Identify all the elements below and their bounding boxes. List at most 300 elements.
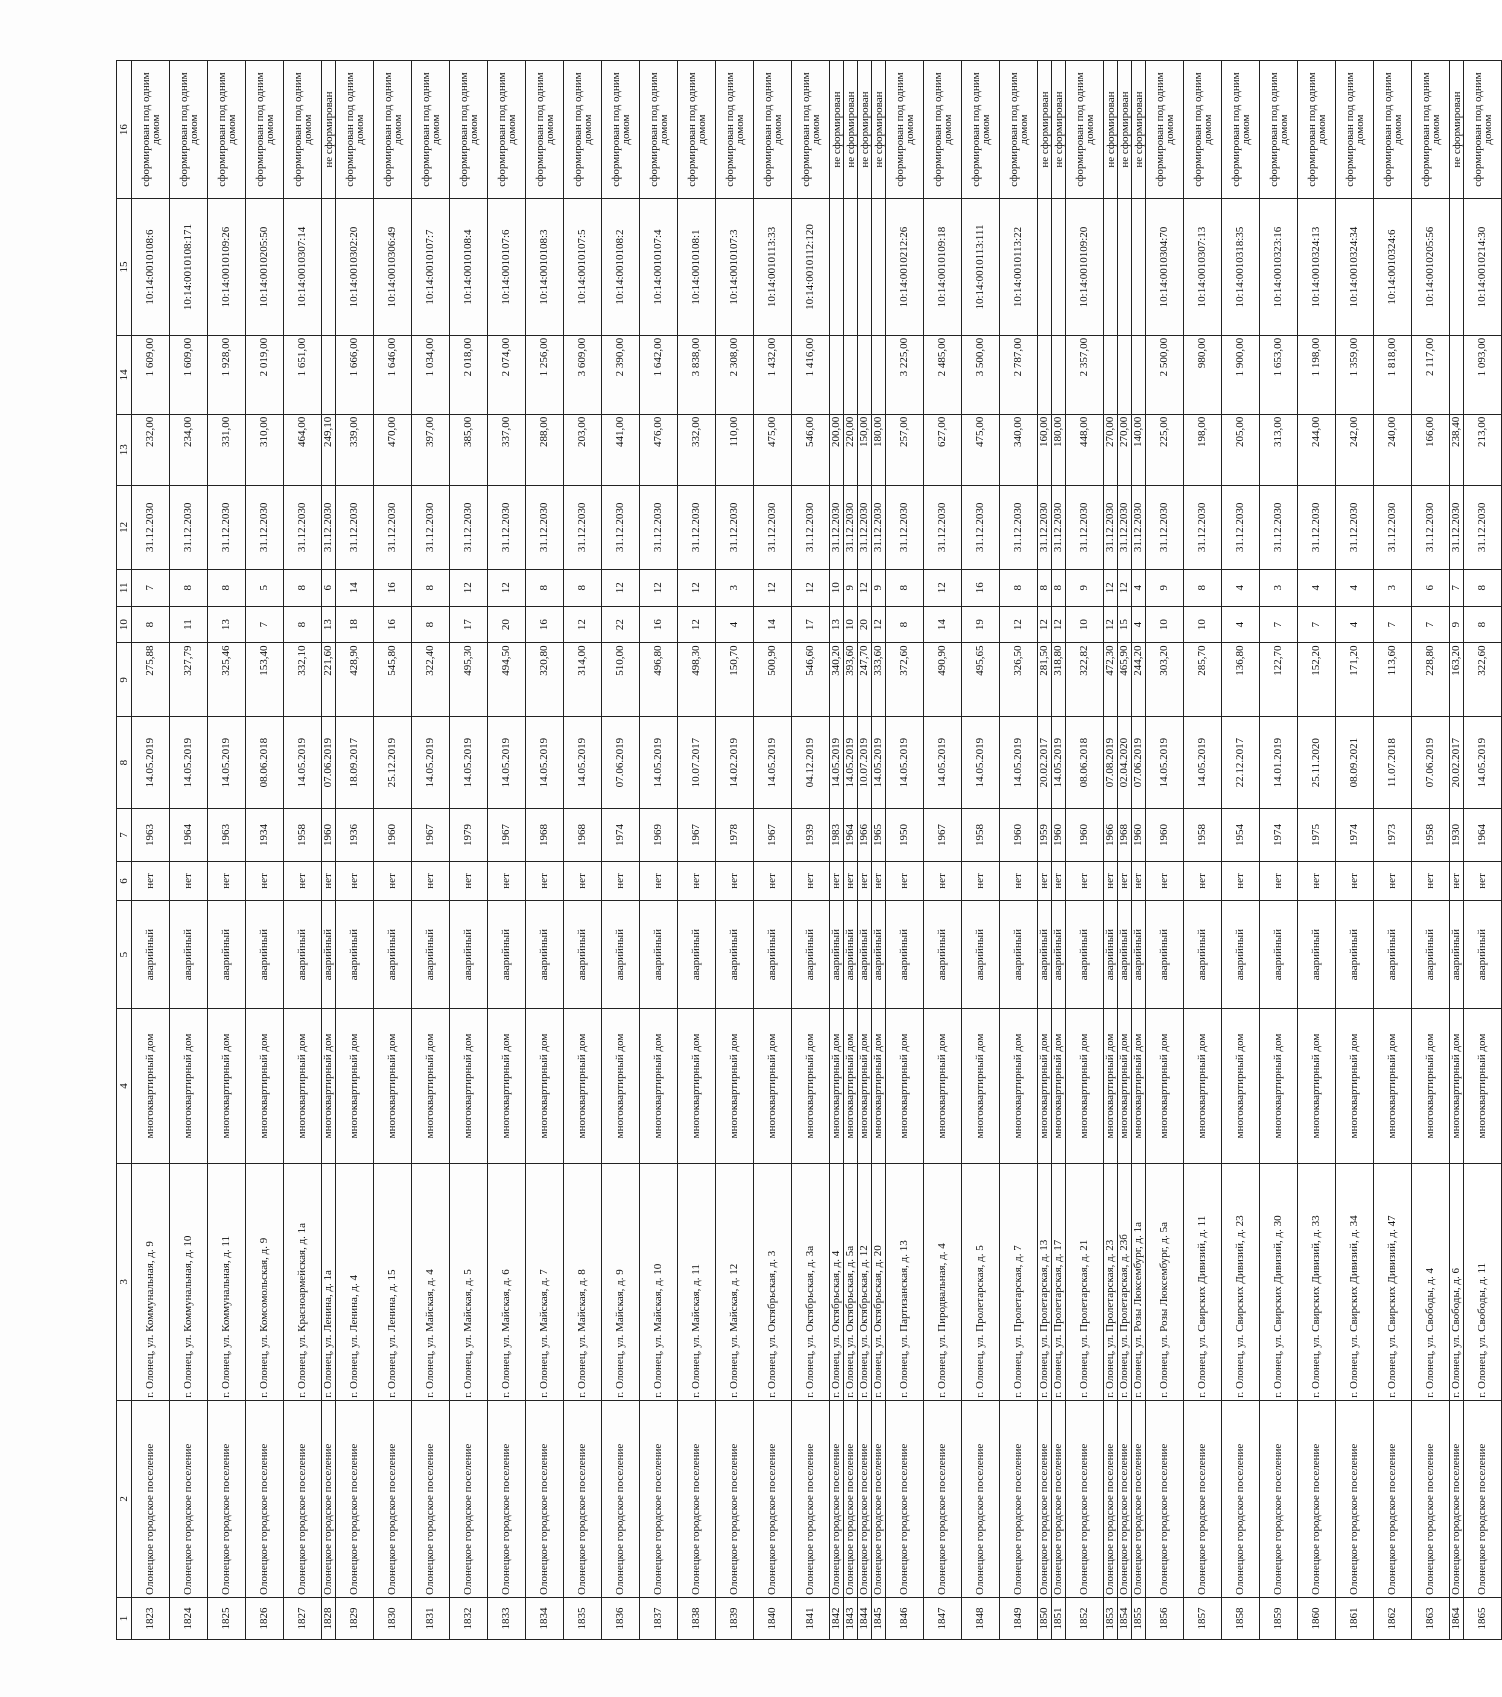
build-year: 1965: [872, 823, 884, 846]
planned-date-cell: [830, 485, 844, 569]
recognition-date: 07.06.2019: [1424, 737, 1436, 788]
land-area: 1 256,00: [538, 337, 550, 377]
planned-date: 31.12.2030: [936, 502, 948, 553]
column-11-value: 9: [872, 585, 884, 591]
condition: аварийный: [220, 928, 232, 981]
building-type: многоквартирный дом: [1386, 1033, 1398, 1139]
column-11-value: 3: [1272, 585, 1284, 591]
row-number-cell: [678, 1597, 716, 1639]
condition-cell: [858, 901, 872, 1009]
row-number: 1827: [296, 1607, 308, 1630]
column-11-value-cell: [336, 569, 374, 606]
land-area-cell: [1146, 335, 1184, 414]
cadastral-number: 10:14:0010304:70: [1158, 226, 1170, 308]
column-6-value: нет: [1104, 873, 1116, 889]
build-year: 1967: [424, 823, 436, 846]
land-area-cell: [1184, 335, 1222, 414]
column-6-value-cell: [132, 861, 170, 900]
recognition-date: 14.01.2019: [1272, 737, 1284, 788]
build-year: 1958: [1196, 823, 1208, 846]
municipality-cell: [1464, 1400, 1502, 1597]
build-year: 1960: [1158, 823, 1170, 846]
row-number-cell: [526, 1597, 564, 1639]
column-number: 7: [117, 809, 132, 862]
land-plot-status-cell: [488, 61, 526, 199]
land-plot-status: сформирован под одним домом: [1343, 72, 1366, 187]
land-plot-status-cell: [1038, 61, 1052, 199]
building-type: многоквартирный дом: [1234, 1033, 1246, 1139]
building-type-cell: [488, 1008, 526, 1163]
column-6-value: нет: [844, 873, 856, 889]
row-number: 1823: [144, 1607, 156, 1630]
planned-date: 31.12.2030: [1012, 502, 1024, 553]
address-cell: [564, 1164, 602, 1401]
column-10-value-cell: [792, 606, 830, 643]
column-13-value: 203,00: [576, 416, 588, 447]
building-type: многоквартирный дом: [872, 1033, 884, 1139]
building-type-cell: [1298, 1008, 1336, 1163]
cadastral-number: 10:14:0010107:4: [652, 229, 664, 305]
column-10-value: 15: [1118, 619, 1130, 631]
column-11-value-cell: [1260, 569, 1298, 606]
column-11-value: 12: [766, 582, 778, 594]
living-area-cell: [602, 643, 640, 717]
row-number: 1835: [576, 1607, 588, 1630]
living-area-cell: [1184, 643, 1222, 717]
column-11-value: 9: [1078, 585, 1090, 591]
condition: аварийный: [1196, 928, 1208, 981]
municipality: Олонецкое городское поселение: [766, 1443, 778, 1595]
recognition-date: 08.09.2021: [1348, 737, 1360, 788]
land-area: 2 074,00: [500, 337, 512, 377]
build-year: 1958: [296, 823, 308, 846]
planned-date-cell: [336, 485, 374, 569]
building-type: многоквартирный дом: [1158, 1033, 1170, 1139]
planned-date-cell: [716, 485, 754, 569]
row-number: 1865: [1476, 1607, 1488, 1630]
living-area-cell: [962, 643, 1000, 717]
building-type: многоквартирный дом: [296, 1033, 308, 1139]
planned-date: 31.12.2030: [858, 502, 870, 553]
building-type: многоквартирный дом: [614, 1033, 626, 1139]
column-11-value: 8: [1038, 585, 1050, 591]
municipality-cell: [602, 1400, 640, 1597]
table-row: [1412, 61, 1450, 1640]
table-row: [246, 61, 284, 1640]
cadastral-number: 10:14:0010324:6: [1386, 229, 1398, 305]
address: г. Олонец, ул. Партизанская, д. 13: [898, 1240, 910, 1398]
column-13-value-cell: [450, 414, 488, 485]
build-year: 1979: [462, 823, 474, 846]
land-area: 1 609,00: [182, 337, 194, 377]
row-number-cell: [792, 1597, 830, 1639]
column-13-value-cell: [1038, 414, 1052, 485]
living-area-cell: [1450, 643, 1464, 717]
municipality: Олонецкое городское поселение: [830, 1443, 842, 1595]
address: г. Олонец, ул. Пиродвальная, д. 4: [936, 1243, 948, 1398]
column-6-value: нет: [220, 873, 232, 889]
row-number: 1836: [614, 1607, 626, 1630]
living-area-cell: [208, 643, 246, 717]
cadastral-number: 10:14:0010323:16: [1272, 226, 1284, 308]
column-13-value-cell: [1118, 414, 1132, 485]
build-year-cell: [564, 809, 602, 862]
column-10-value-cell: [886, 606, 924, 643]
planned-date: 31.12.2030: [538, 502, 550, 553]
land-area-cell: [1374, 335, 1412, 414]
land-plot-status: не сформирован: [1052, 91, 1065, 168]
address-cell: [208, 1164, 246, 1401]
address: г. Олонец, ул. Розы Люксембург, д. 1а: [1132, 1222, 1144, 1398]
recognition-date: 14.05.2019: [974, 737, 986, 788]
living-area-cell: [1298, 643, 1336, 717]
land-plot-status: не сформирован: [1104, 91, 1117, 168]
municipality-cell: [1000, 1400, 1038, 1597]
building-type-cell: [792, 1008, 830, 1163]
recognition-date-cell: [208, 717, 246, 809]
column-13-value: 225,00: [1158, 416, 1170, 447]
address-cell: [1184, 1164, 1222, 1401]
column-10-value: 22: [614, 619, 626, 631]
build-year-cell: [716, 809, 754, 862]
building-type-cell: [844, 1008, 858, 1163]
cadastral-number-cell: [1374, 199, 1412, 336]
column-6-value-cell: [1412, 861, 1450, 900]
land-plot-status-cell: [962, 61, 1000, 199]
building-type-cell: [1450, 1008, 1464, 1163]
build-year-cell: [1450, 809, 1464, 862]
planned-date: 31.12.2030: [652, 502, 664, 553]
planned-date-cell: [284, 485, 322, 569]
condition: аварийный: [1310, 928, 1322, 981]
cadastral-number-cell: [858, 199, 872, 336]
column-11-value-cell: [1298, 569, 1336, 606]
land-area: 1 432,00: [766, 337, 778, 377]
build-year-cell: [1260, 809, 1298, 862]
living-area: 322,82: [1078, 645, 1090, 676]
building-type: многоквартирный дом: [1078, 1033, 1090, 1139]
column-10-value: 13: [830, 619, 842, 631]
column-13-value: 180,00: [872, 416, 884, 447]
row-number: 1848: [974, 1607, 986, 1630]
cadastral-number-cell: [1066, 199, 1104, 336]
planned-date: 31.12.2030: [1386, 502, 1398, 553]
recognition-date-cell: [336, 717, 374, 809]
land-plot-status-cell: [526, 61, 564, 199]
municipality: Олонецкое городское поселение: [1476, 1443, 1488, 1595]
column-10-value: 8: [296, 621, 308, 628]
address: г. Олонец, ул. Октябрьская, д. 5а: [844, 1245, 856, 1398]
living-area: 285,70: [1196, 645, 1208, 676]
living-area: 465,90: [1118, 645, 1130, 676]
address: г. Олонец, ул. Коммунальная, д. 9: [144, 1241, 156, 1398]
living-area-cell: [132, 643, 170, 717]
condition-cell: [526, 901, 564, 1009]
planned-date-cell: [208, 485, 246, 569]
column-13-value-cell: [844, 414, 858, 485]
planned-date: 31.12.2030: [728, 502, 740, 553]
living-area: 322,60: [1476, 645, 1488, 676]
land-plot-status: сформирован под одним домом: [1381, 72, 1404, 187]
column-11-value-cell: [1336, 569, 1374, 606]
row-number: 1824: [182, 1607, 194, 1630]
condition-cell: [1146, 901, 1184, 1009]
land-plot-status-cell: [246, 61, 284, 199]
address-cell: [1412, 1164, 1450, 1401]
planned-date-cell: [322, 485, 336, 569]
planned-date: 31.12.2030: [1196, 502, 1208, 553]
land-plot-status-cell: [450, 61, 488, 199]
column-6-value-cell: [1052, 861, 1066, 900]
cadastral-number-cell: [1412, 199, 1450, 336]
column-10-value-cell: [858, 606, 872, 643]
land-area-cell: [872, 335, 886, 414]
condition-cell: [792, 901, 830, 1009]
table-row: [1104, 61, 1118, 1640]
row-number: 1841: [804, 1607, 816, 1630]
column-6-value: нет: [652, 873, 664, 889]
recognition-date-cell: [284, 717, 322, 809]
land-plot-status: не сформирован: [322, 91, 335, 168]
column-6-value-cell: [526, 861, 564, 900]
planned-date-cell: [1298, 485, 1336, 569]
row-number-cell: [754, 1597, 792, 1639]
planned-date-cell: [1336, 485, 1374, 569]
land-plot-status-cell: [1052, 61, 1066, 199]
column-10-value: 16: [652, 619, 664, 631]
column-6-value: нет: [1118, 873, 1130, 889]
land-area-cell: [1038, 335, 1052, 414]
municipality: Олонецкое городское поселение: [1118, 1443, 1130, 1595]
cadastral-number-cell: [1298, 199, 1336, 336]
living-area-cell: [526, 643, 564, 717]
land-area: 1 642,00: [652, 337, 664, 377]
address: г. Олонец, ул. Октябрьская, д. 3а: [804, 1245, 816, 1398]
building-type-cell: [754, 1008, 792, 1163]
land-area: 1 666,00: [348, 337, 360, 377]
column-6-value: нет: [804, 873, 816, 889]
living-area-cell: [246, 643, 284, 717]
address: г. Олонец, ул. Майская, д. 9: [614, 1269, 626, 1398]
row-number: 1854: [1118, 1607, 1130, 1630]
planned-date: 31.12.2030: [1234, 502, 1246, 553]
building-type-cell: [246, 1008, 284, 1163]
land-area: 3 225,00: [898, 337, 910, 377]
cadastral-number: 10:14:0010307:13: [1196, 226, 1208, 308]
table-row: [1132, 61, 1146, 1640]
column-10-value: 12: [1104, 619, 1116, 631]
address-cell: [322, 1164, 336, 1401]
address-cell: [450, 1164, 488, 1401]
recognition-date: 08.06.2018: [258, 737, 270, 788]
cadastral-number-cell: [1260, 199, 1298, 336]
living-area-cell: [1336, 643, 1374, 717]
land-area-cell: [1260, 335, 1298, 414]
land-area: 1 646,00: [386, 337, 398, 377]
building-type-cell: [412, 1008, 450, 1163]
municipality: Олонецкое городское поселение: [936, 1443, 948, 1595]
build-year-cell: [1000, 809, 1038, 862]
column-13-value-cell: [526, 414, 564, 485]
municipality-cell: [1132, 1400, 1146, 1597]
cadastral-number-cell: [1464, 199, 1502, 336]
cadastral-number-cell: [208, 199, 246, 336]
column-6-value: нет: [1196, 873, 1208, 889]
cadastral-number-cell: [1184, 199, 1222, 336]
land-area-cell: [246, 335, 284, 414]
column-6-value-cell: [1184, 861, 1222, 900]
building-type: многоквартирный дом: [386, 1033, 398, 1139]
row-number-cell: [246, 1597, 284, 1639]
column-number: 10: [117, 606, 132, 643]
column-6-value: нет: [424, 873, 436, 889]
build-year: 1964: [844, 823, 856, 846]
planned-date-cell: [488, 485, 526, 569]
table-row: [678, 61, 716, 1640]
recognition-date-cell: [962, 717, 1000, 809]
building-type-cell: [132, 1008, 170, 1163]
building-type-cell: [1118, 1008, 1132, 1163]
build-year: 1960: [1012, 823, 1024, 846]
cadastral-number-cell: [924, 199, 962, 336]
column-13-value-cell: [1052, 414, 1066, 485]
address-cell: [1450, 1164, 1464, 1401]
living-area-cell: [844, 643, 858, 717]
column-10-value-cell: [924, 606, 962, 643]
column-13-value-cell: [716, 414, 754, 485]
row-number: 1857: [1196, 1607, 1208, 1630]
column-13-value-cell: [1260, 414, 1298, 485]
column-10-value: 10: [1196, 619, 1208, 631]
condition: аварийный: [1012, 928, 1024, 981]
build-year: 1967: [500, 823, 512, 846]
recognition-date-cell: [602, 717, 640, 809]
planned-date: 31.12.2030: [804, 502, 816, 553]
planned-date: 31.12.2030: [296, 502, 308, 553]
cadastral-number-cell: [526, 199, 564, 336]
living-area: 472,30: [1104, 645, 1116, 676]
building-type: многоквартирный дом: [1012, 1033, 1024, 1139]
column-11-value-cell: [602, 569, 640, 606]
recognition-date-cell: [1184, 717, 1222, 809]
land-area-cell: [962, 335, 1000, 414]
building-type: многоквартирный дом: [220, 1033, 232, 1139]
row-number-cell: [1298, 1597, 1336, 1639]
living-area: 495,30: [462, 645, 474, 676]
column-13-value: 205,00: [1234, 416, 1246, 447]
municipality-cell: [450, 1400, 488, 1597]
column-10-value-cell: [1038, 606, 1052, 643]
address-cell: [1104, 1164, 1118, 1401]
land-plot-status: сформирован под одним домом: [215, 72, 238, 187]
column-6-value-cell: [488, 861, 526, 900]
address-cell: [924, 1164, 962, 1401]
land-plot-status-cell: [1464, 61, 1502, 199]
build-year-cell: [1298, 809, 1336, 862]
living-area: 152,20: [1310, 645, 1322, 676]
land-area-cell: [412, 335, 450, 414]
column-13-value: 448,00: [1078, 416, 1090, 447]
column-10-value: 10: [1158, 619, 1170, 631]
land-area-cell: [170, 335, 208, 414]
column-13-value-cell: [962, 414, 1000, 485]
condition: аварийный: [1078, 928, 1090, 981]
address: г. Олонец, ул. Коммунальная, д. 10: [182, 1235, 194, 1398]
table-row: [924, 61, 962, 1640]
row-number: 1862: [1386, 1607, 1398, 1630]
planned-date: 31.12.2030: [182, 502, 194, 553]
condition: аварийный: [500, 928, 512, 981]
recognition-date-cell: [1052, 717, 1066, 809]
building-type: многоквартирный дом: [1310, 1033, 1322, 1139]
land-area: 2 019,00: [258, 337, 270, 377]
build-year-cell: [792, 809, 830, 862]
recognition-date: 25.11.2020: [1310, 738, 1322, 788]
recognition-date: 11.07.2018: [1386, 738, 1398, 788]
column-13-value: 160,00: [1038, 416, 1050, 447]
column-10-value-cell: [1118, 606, 1132, 643]
building-type-cell: [526, 1008, 564, 1163]
cadastral-number-cell: [412, 199, 450, 336]
planned-date-cell: [962, 485, 1000, 569]
building-type-cell: [886, 1008, 924, 1163]
column-10-value-cell: [844, 606, 858, 643]
building-type-cell: [1222, 1008, 1260, 1163]
building-type-cell: [284, 1008, 322, 1163]
column-11-value: 8: [898, 585, 910, 591]
condition: аварийный: [844, 928, 856, 981]
condition-cell: [844, 901, 858, 1009]
column-13-value-cell: [488, 414, 526, 485]
land-plot-status-cell: [1412, 61, 1450, 199]
column-13-value-cell: [564, 414, 602, 485]
recognition-date-cell: [1412, 717, 1450, 809]
column-10-value: 12: [1038, 619, 1050, 631]
column-10-value-cell: [1132, 606, 1146, 643]
recognition-date-cell: [564, 717, 602, 809]
row-number: 1831: [424, 1607, 436, 1630]
recognition-date: 14.05.2019: [1012, 737, 1024, 788]
column-11-value-cell: [924, 569, 962, 606]
column-13-value: 313,00: [1272, 416, 1284, 447]
planned-date-cell: [1450, 485, 1464, 569]
column-6-value-cell: [170, 861, 208, 900]
build-year-cell: [754, 809, 792, 862]
building-type-cell: [1052, 1008, 1066, 1163]
column-13-value: 242,00: [1348, 416, 1360, 447]
build-year: 1967: [936, 823, 948, 846]
build-year: 1974: [614, 823, 626, 846]
column-10-value: 12: [1052, 619, 1064, 631]
column-11-value: 12: [690, 582, 702, 594]
municipality: Олонецкое городское поселение: [576, 1443, 588, 1595]
land-area: 1 093,00: [1476, 337, 1488, 377]
build-year-cell: [1104, 809, 1118, 862]
condition-cell: [488, 901, 526, 1009]
planned-date: 31.12.2030: [614, 502, 626, 553]
column-10-value: 4: [1234, 621, 1246, 628]
column-number: 1: [117, 1597, 132, 1639]
column-11-value: 14: [348, 582, 360, 594]
build-year-cell: [1336, 809, 1374, 862]
column-10-value: 4: [728, 621, 740, 628]
planned-date: 31.12.2030: [1052, 502, 1064, 553]
row-number: 1849: [1012, 1607, 1024, 1630]
column-6-value: нет: [1158, 873, 1170, 889]
cadastral-number: 10:14:0010108:2: [614, 229, 626, 305]
living-area: 163,20: [1450, 645, 1462, 676]
column-6-value-cell: [1374, 861, 1412, 900]
